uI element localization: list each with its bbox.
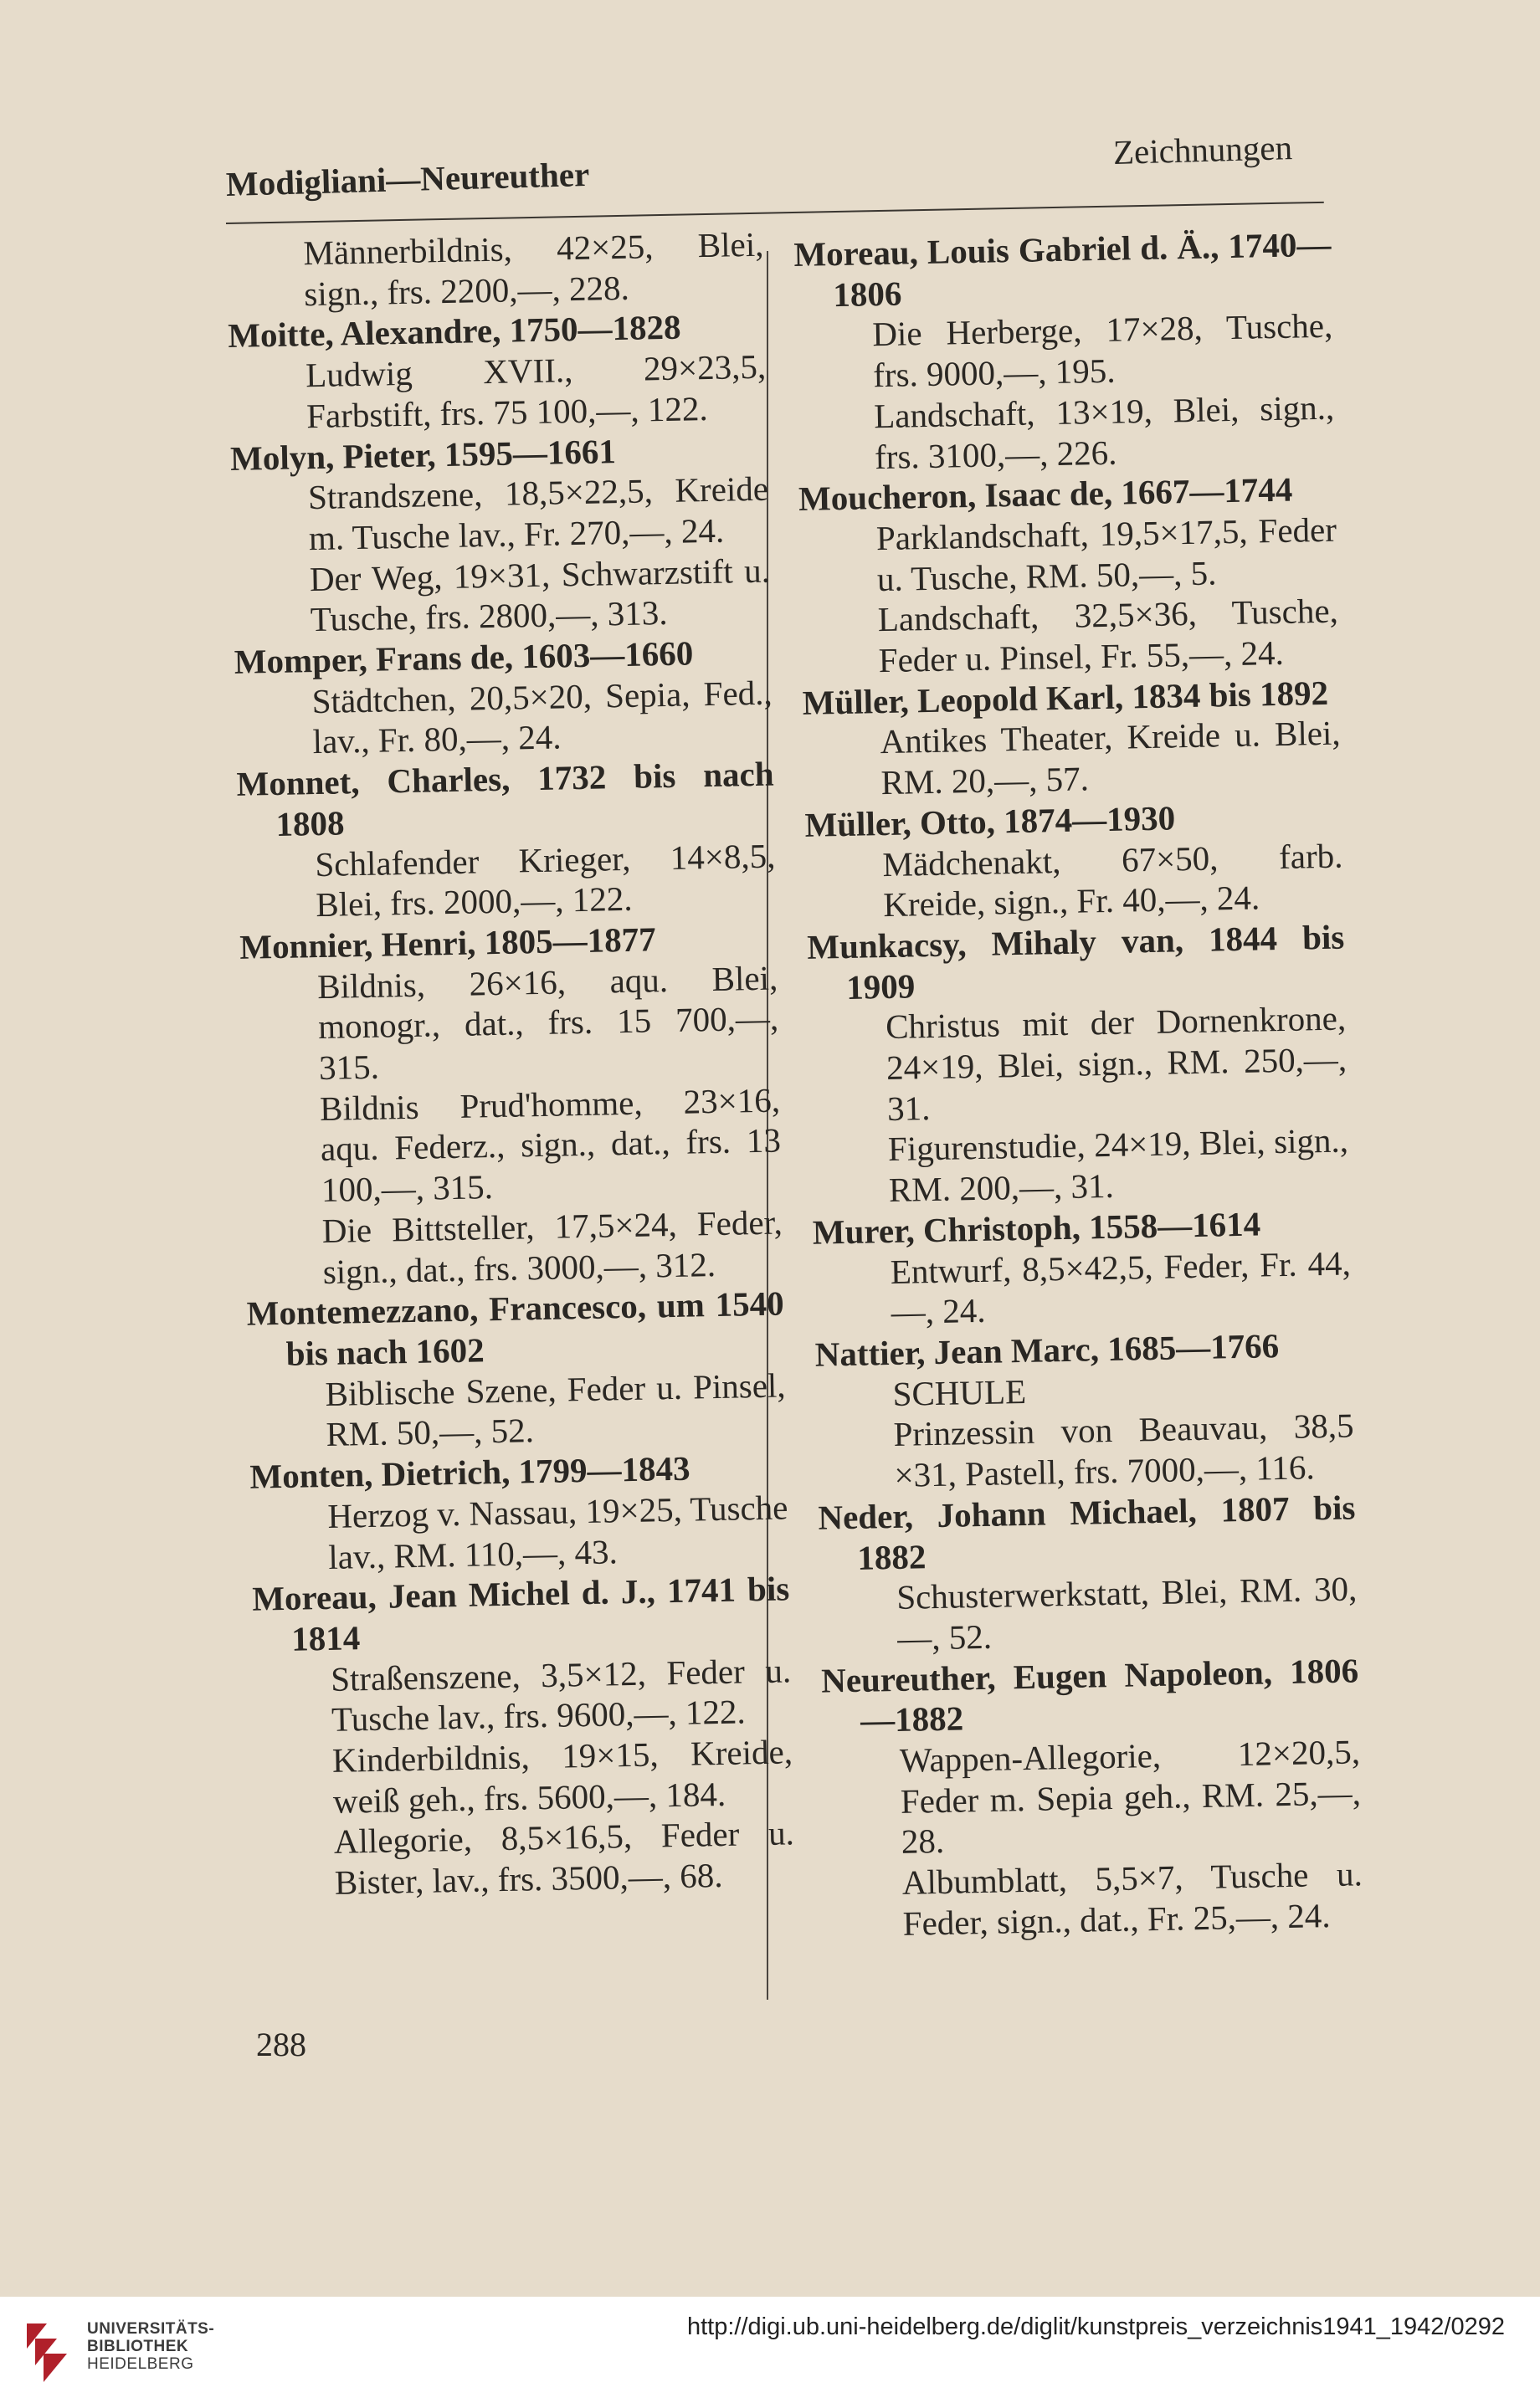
header-rule (226, 202, 1324, 224)
artist-heading: Monnet, Charles, 1732 bis nach 1808 (236, 754, 774, 843)
page-number: 288 (256, 2026, 306, 2063)
artist-heading: Monten, Dietrich, 1799—1843 (249, 1448, 690, 1496)
artist-heading: Molyn, Pieter, 1595—1661 (229, 431, 617, 478)
artwork-item: Landschaft, 13×19, Blei, sign., frs. 3100,—, 226. (873, 387, 1335, 476)
catalog-entry (798, 469, 1340, 683)
source-url-link[interactable]: http://digi.ub.uni-heidelberg.de/diglit/kunstpreis_verzeichnis1941_1942/0292 (686, 2313, 1505, 2340)
artwork-item: Entwurf, 8,5×42,5, Feder, Fr. 44,—, 24. (890, 1243, 1352, 1332)
artist-heading: Moreau, Jean Michel d. J., 1741 bis 1814 (251, 1569, 790, 1658)
artist-heading: Müller, Otto, 1874—1930 (804, 798, 1176, 844)
artist-heading: Neder, Johann Michael, 1807 bis 1882 (818, 1488, 1356, 1577)
artwork-item: Ludwig XVII., 29×23,5, Farbstift, frs. 75 100,—, 122. (305, 346, 767, 436)
artist-heading: Moucheron, Isaac de, 1667—1744 (798, 469, 1293, 519)
artwork-item: SCHULE (892, 1371, 1027, 1413)
artwork-item: Herzog v. Nassau, 19×25, Tusche lav., RM. 110,—, 43. (326, 1488, 788, 1576)
catalog-entry (226, 224, 765, 316)
artwork-item: Landschaft, 32,5×36, Tusche, Feder u. Pinsel, Fr. 55,—, 24. (877, 591, 1339, 680)
catalog-entry (230, 428, 772, 642)
logo-line-3: HEIDELBERG (87, 2355, 194, 2373)
artwork-item: Allegorie, 8,5×16,5, Feder u. Bister, lav., frs. 3500,—, 68. (333, 1813, 795, 1902)
artwork-item: Mädchenakt, 67×50, farb. Kreide, sign., Fr. 40,—, 24. (882, 836, 1343, 925)
artwork-item: Albumblatt, 5,5×7, Tusche u. Feder, sign., dat., Fr. 25,—, 24. (901, 1854, 1363, 1943)
catalog-entry (249, 1446, 789, 1578)
library-logo-icon (18, 2315, 79, 2389)
running-head-left: Modigliani—Neureuther (225, 154, 590, 203)
catalog-entry (814, 1324, 1355, 1497)
artwork-item: Die Bittsteller, 17,5×24, Feder, sign., dat., frs. 3000,—, 312. (321, 1202, 783, 1291)
artwork-item: Männerbildnis, 42×25, Blei, sign., frs. 2200,—, 228. (303, 224, 764, 313)
artwork-item: Bildnis Prud'homme, 23×16, aqu. Federz., sign., dat., frs. 13 100,—, 315. (319, 1080, 782, 1210)
artwork-item: Städtchen, 20,5×20, Sepia, Fed., lav., Fr. 80,—, 24. (311, 673, 773, 761)
artwork-item: Der Weg, 19×31, Schwarzstift u. Tusche, frs. 2800,—, 313. (309, 551, 771, 639)
catalog-entry (821, 1650, 1363, 1945)
catalog-entry (804, 794, 1344, 926)
artwork-item: Biblische Szene, Feder u. Pinsel, RM. 50,—, 52. (325, 1365, 786, 1454)
catalog-entry (807, 916, 1349, 1212)
artwork-item: Straßenszene, 3,5×12, Feder u. Tusche lav., frs. 9600,—, 122. (330, 1650, 792, 1739)
artwork-item: Prinzessin von Beauvau, 38,5 ×31, Pastell, frs. 7000,—, 116. (893, 1406, 1354, 1495)
catalog-entry (239, 916, 783, 1294)
library-logo-text (87, 2320, 214, 2373)
catalog-entry (793, 224, 1335, 479)
catalog-entry (246, 1283, 787, 1457)
catalog-entry (802, 672, 1342, 804)
artist-heading: Munkacsy, Mihaly van, 1844 bis 1909 (806, 917, 1345, 1007)
catalog-entry (234, 632, 773, 764)
right-column (793, 224, 1363, 1945)
catalog-entry (252, 1569, 795, 1905)
artist-heading: Moreau, Louis Gabriel d. Ä., 1740—1806 (793, 224, 1332, 314)
artwork-item: Schusterwerkstatt, Blei, RM. 30,—, 52. (896, 1569, 1358, 1657)
footer-bar (0, 2297, 1540, 2408)
logo-line-2: BIBLIOTHEK (87, 2338, 189, 2355)
running-head-right: Zeichnungen (1112, 128, 1293, 172)
artist-heading: Murer, Christoph, 1558—1614 (812, 1204, 1261, 1252)
catalog-entry (812, 1201, 1352, 1334)
artwork-item: Schlafender Krieger, 14×8,5, Blei, frs. 2000,—, 122. (315, 836, 776, 925)
artwork-item: Bildnis, 26×16, aqu. Blei, monogr., dat., frs. 15 700,—, 315. (316, 958, 779, 1088)
artwork-item: Die Herberge, 17×28, Tusche, frs. 9000,—, 195. (871, 306, 1333, 395)
artist-heading: Montemezzano, Francesco, um 1540 bis nach 1602 (246, 1283, 785, 1373)
artist-heading: Momper, Frans de, 1603—1660 (234, 633, 694, 681)
artwork-item: Antikes Theater, Kreide u. Blei, RM. 20,—, 57. (880, 714, 1342, 802)
artist-heading: Müller, Leopold Karl, 1834 bis 1892 (802, 673, 1329, 722)
catalog-entry (818, 1487, 1358, 1660)
catalog-entry (228, 305, 767, 438)
artist-heading: Neureuther, Eugen Napoleon, 1806—1882 (820, 1650, 1359, 1740)
artwork-item: Kinderbildnis, 19×15, Kreide, weiß geh., frs. 5600,—, 184. (331, 1732, 793, 1821)
artwork-item: Figurenstudie, 24×19, Blei, sign., RM. 200,—, 31. (887, 1120, 1349, 1210)
artist-heading: Moitte, Alexandre, 1750—1828 (227, 307, 681, 356)
artist-heading: Monnier, Henri, 1805—1877 (239, 920, 657, 966)
catalog-entry (236, 754, 777, 927)
left-column (226, 224, 795, 1905)
artwork-item: Parklandschaft, 19,5×17,5, Feder u. Tusche, RM. 50,—, 5. (875, 510, 1337, 598)
artwork-item: Christus mit der Dornenkrone, 24×19, Blei, sign., RM. 250,—, 31. (885, 998, 1348, 1128)
artist-heading: Nattier, Jean Marc, 1685—1766 (814, 1326, 1280, 1374)
artwork-item: Strandszene, 18,5×22,5, Kreide m. Tusche lav., Fr. 270,—, 24. (307, 469, 769, 558)
logo-line-1: UNIVERSITÄTS- (87, 2320, 215, 2338)
artwork-item: Wappen-Allegorie, 12×20,5, Feder m. Sepia geh., RM. 25,—, 28. (899, 1732, 1362, 1862)
